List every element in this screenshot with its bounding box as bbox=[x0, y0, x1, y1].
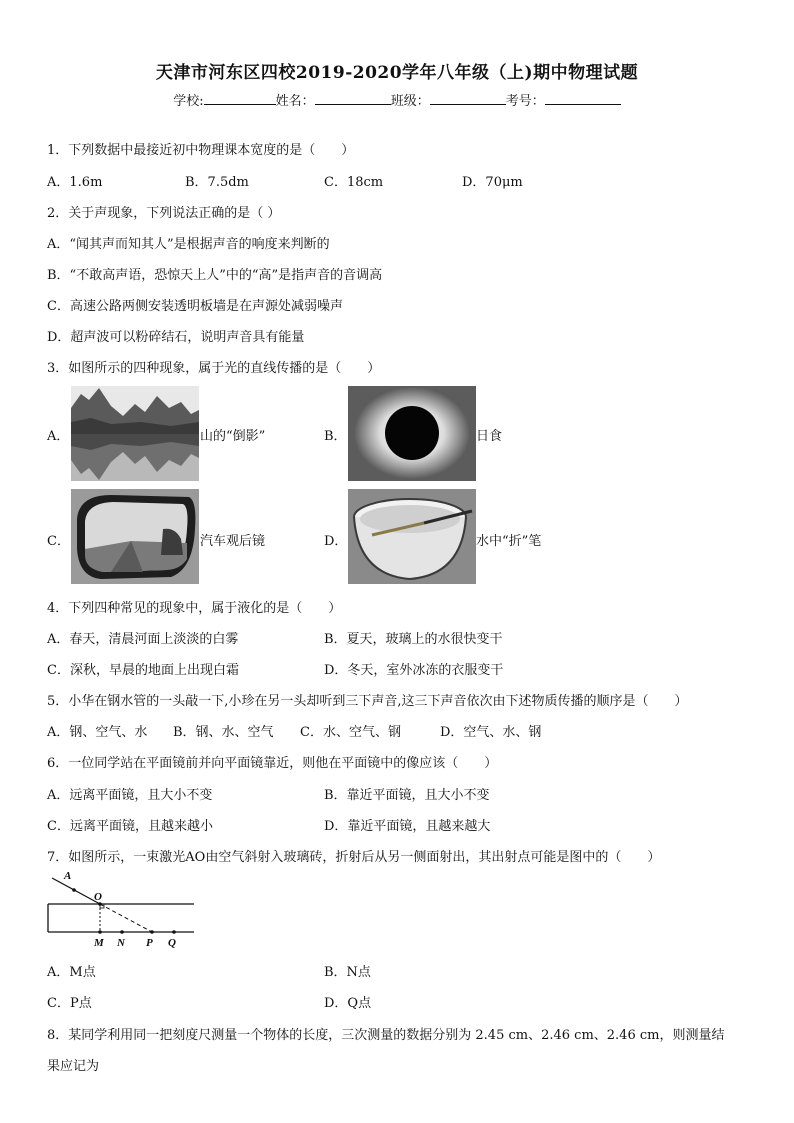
class-label: 班级： bbox=[390, 94, 430, 109]
class-blank[interactable] bbox=[430, 92, 506, 105]
label-m: M bbox=[94, 937, 104, 949]
exam-no-label: 考号： bbox=[505, 94, 545, 109]
school-blank[interactable] bbox=[204, 92, 276, 105]
question-1-stem: 1．下列数据中最接近初中物理课本宽度的是（ ） bbox=[47, 143, 355, 158]
glass-block-diagram bbox=[44, 866, 200, 952]
label-q: Q bbox=[168, 937, 176, 949]
q3-option-d-caption: 水中“折”笔 bbox=[476, 534, 542, 549]
q2-option-a[interactable]: A．“闻其声而知其人”是根据声音的响度来判断的 bbox=[47, 237, 330, 252]
q5-option-a[interactable]: A．钢、空气、水 bbox=[47, 725, 148, 740]
q1-option-d[interactable]: D．70μm bbox=[462, 175, 523, 190]
q4-option-c[interactable]: C．深秋，早晨的地面上出现白霜 bbox=[47, 663, 239, 678]
question-2-stem: 2．关于声现象，下列说法正确的是（ ） bbox=[47, 206, 281, 221]
question-4-stem: 4．下列四种常见的现象中，属于液化的是（ ） bbox=[47, 601, 342, 616]
student-info-line bbox=[0, 90, 794, 109]
q3-option-c-caption: 汽车观后镜 bbox=[200, 534, 266, 549]
school-label: 学校: bbox=[173, 94, 204, 109]
q3-option-d-letter[interactable]: D． bbox=[324, 534, 348, 549]
question-8-stem-line1: 8．某同学利用同一把刻度尺测量一个物体的长度，三次测量的数据分别为 2.45 cm、2.46 cm、2.46 cm，则测量结 bbox=[47, 1028, 725, 1043]
q6-option-c[interactable]: C．远离平面镜，且越来越小 bbox=[47, 819, 213, 834]
q6-option-a[interactable]: A．远离平面镜，且大小不变 bbox=[47, 788, 213, 803]
q1-option-c[interactable]: C．18cm bbox=[324, 175, 384, 190]
label-n: N bbox=[117, 937, 125, 949]
q4-option-b[interactable]: B．夏天，玻璃上的水很快变干 bbox=[324, 632, 503, 647]
name-blank[interactable] bbox=[315, 92, 391, 105]
solar-eclipse-image bbox=[348, 386, 476, 481]
bent-pen-in-water-image bbox=[348, 489, 476, 584]
car-mirror-image bbox=[71, 489, 199, 584]
q3-option-c-letter[interactable]: C． bbox=[47, 534, 70, 549]
q2-option-d[interactable]: D．超声波可以粉碎结石，说明声音具有能量 bbox=[47, 330, 305, 345]
question-7-stem: 7．如图所示，一束激光AO由空气斜射入玻璃砖，折射后从另一侧面射出，其出射点可能是图中的（ ） bbox=[47, 850, 661, 865]
q4-option-a[interactable]: A．春天，清晨河面上淡淡的白雾 bbox=[47, 632, 239, 647]
q7-option-d[interactable]: D．Q点 bbox=[324, 996, 372, 1011]
question-6-stem: 6．一位同学站在平面镜前并向平面镜靠近，则他在平面镜中的像应该（ ） bbox=[47, 756, 498, 771]
q5-option-d[interactable]: D．空气、水、钢 bbox=[440, 725, 542, 740]
q3-option-b-caption: 日食 bbox=[476, 429, 503, 444]
mountain-reflection-image bbox=[71, 386, 199, 481]
q1-option-a[interactable]: A．1.6m bbox=[47, 175, 103, 190]
label-p: P bbox=[146, 937, 153, 949]
q5-option-b[interactable]: B．钢、水、空气 bbox=[173, 725, 274, 740]
q6-option-b[interactable]: B．靠近平面镜，且大小不变 bbox=[324, 788, 490, 803]
q3-option-a-letter[interactable]: A． bbox=[47, 429, 70, 444]
q3-option-b-letter[interactable]: B． bbox=[324, 429, 347, 444]
question-8-stem-line2: 果应记为 bbox=[47, 1059, 100, 1074]
q7-option-c[interactable]: C．P点 bbox=[47, 996, 92, 1011]
q2-option-c[interactable]: C．高速公路两侧安装透明板墙是在声源处减弱噪声 bbox=[47, 299, 343, 314]
q1-option-b[interactable]: B．7.5dm bbox=[185, 175, 249, 190]
page-title: 天津市河东区四校2019-2020学年八年级（上)期中物理试题 bbox=[155, 63, 639, 83]
exam-no-blank[interactable] bbox=[545, 92, 621, 105]
name-label: 姓名： bbox=[275, 94, 315, 109]
q6-option-d[interactable]: D．靠近平面镜，且越来越大 bbox=[324, 819, 491, 834]
q2-option-b[interactable]: B．“不敢高声语，恐惊天上人”中的“高”是指声音的音调高 bbox=[47, 268, 383, 283]
q7-option-b[interactable]: B．N点 bbox=[324, 965, 371, 980]
q5-option-c[interactable]: C．水、空气、钢 bbox=[300, 725, 401, 740]
question-5-stem: 5．小华在钢水管的一头敲一下,小珍在另一头却听到三下声音,这三下声音依次由下述物质传播的顺序是（ ） bbox=[47, 694, 688, 709]
label-a: A bbox=[64, 870, 72, 882]
q7-option-a[interactable]: A．M点 bbox=[47, 965, 96, 980]
label-o: O bbox=[94, 891, 102, 903]
question-3-stem: 3．如图所示的四种现象，属于光的直线传播的是（ ） bbox=[47, 361, 381, 376]
q4-option-d[interactable]: D．冬天，室外冰冻的衣服变干 bbox=[324, 663, 504, 678]
q3-option-a-caption: 山的“倒影” bbox=[200, 429, 266, 444]
